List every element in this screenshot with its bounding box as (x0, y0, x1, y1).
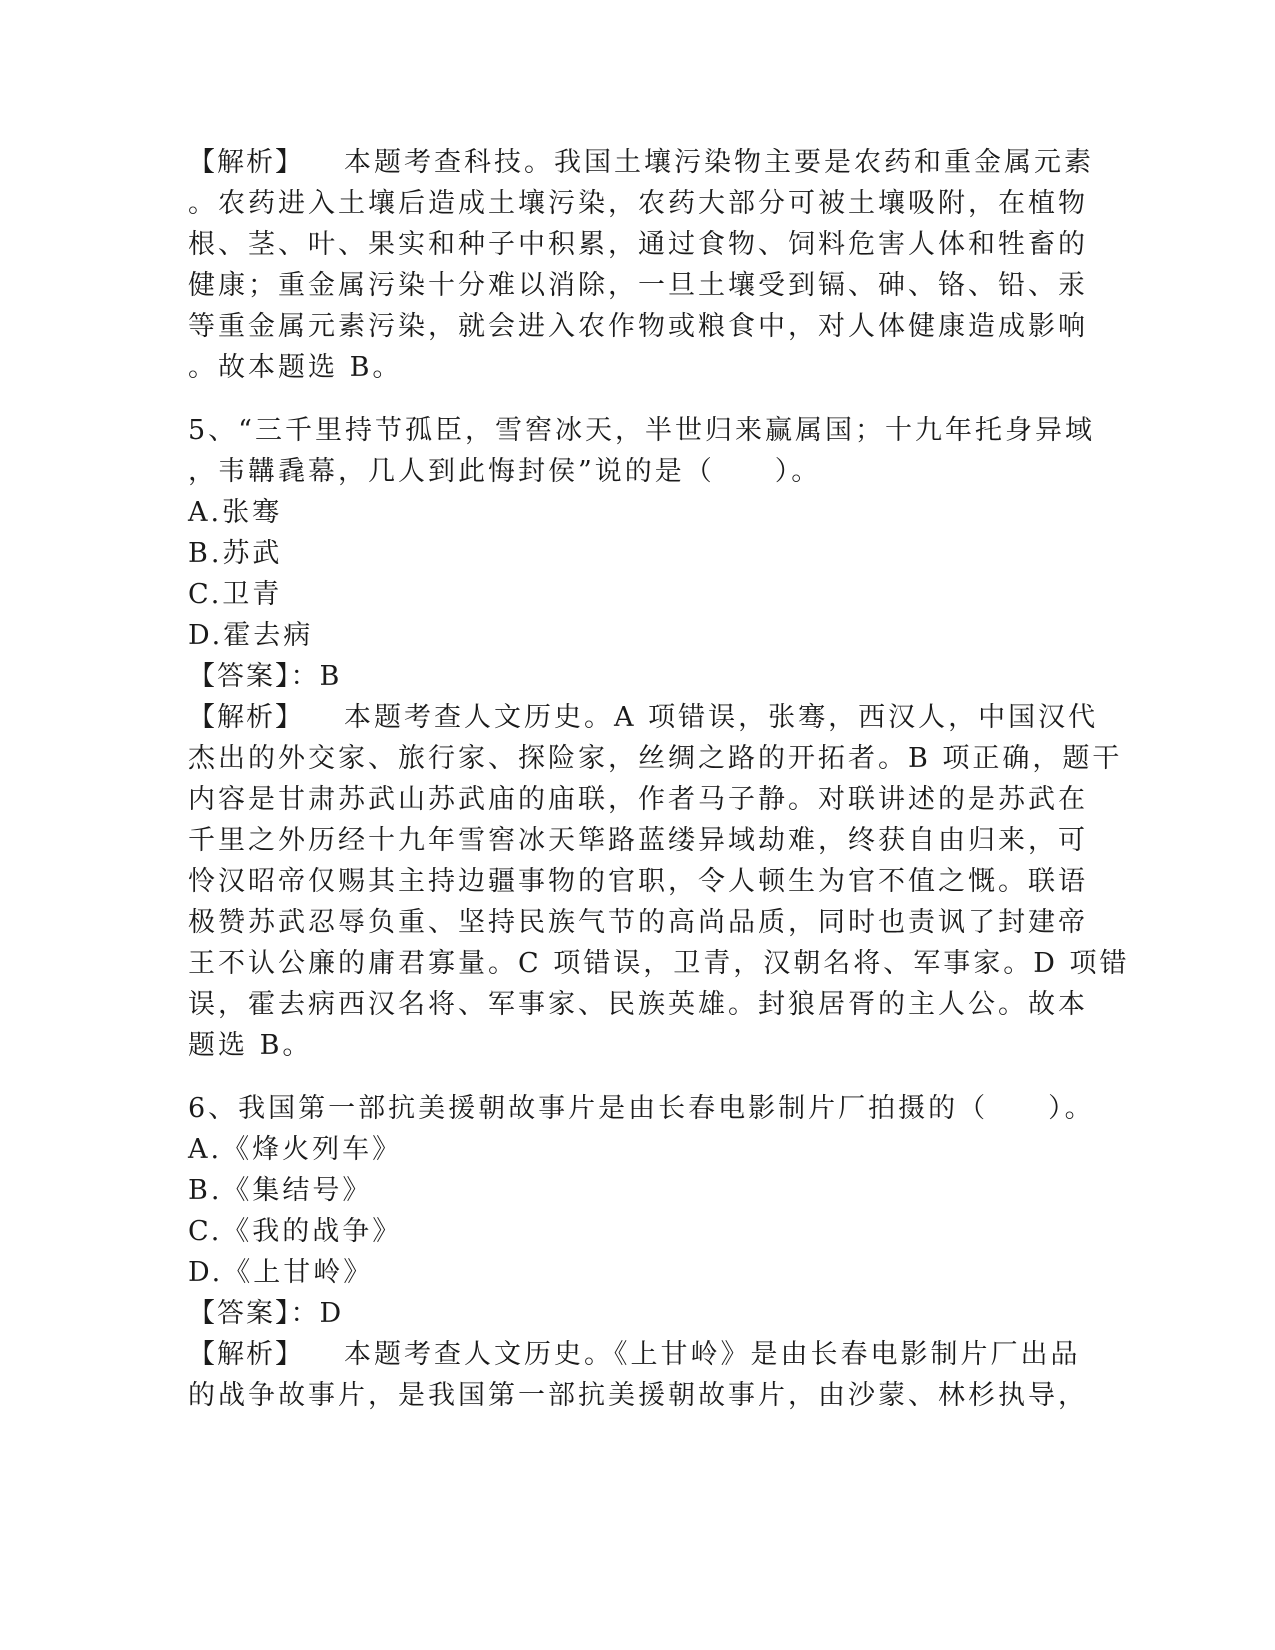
q5-option-c: C.卫青 (188, 579, 283, 610)
q5-analysis-text: 本题考查人文历史。A 项错误，张骞，西汉人，中国汉代 (344, 702, 1099, 733)
q5-analysis-line-3: 内容是甘肃苏武山苏武庙的庙联，作者马子静。对联讲述的是苏武在 (188, 784, 1088, 815)
q6-answer (188, 1296, 344, 1332)
q6-analysis-label: 【解析】 (188, 1339, 304, 1370)
q5-option-a: A.张骞 (188, 497, 283, 528)
q6-option-d: D.《上甘岭》 (188, 1257, 374, 1288)
q6-stem: 6、我国第一部抗美援朝故事片是由长春电影制片厂拍摄的（ ）。 (188, 1093, 1095, 1124)
q5-analysis-line-7: 王不认公廉的庸君寡量。C 项错误，卫青，汉朝名将、军事家。D 项错 (188, 948, 1130, 979)
q6-option-c: C.《我的战争》 (188, 1216, 403, 1247)
q5-option-b: B.苏武 (188, 538, 283, 569)
q6-answer-value: D (319, 1298, 345, 1329)
q4-analysis-label: 【解析】 (188, 147, 304, 178)
q6-answer-label: 【答案】： (188, 1298, 320, 1329)
q4-analysis-line-6: 。故本题选 B。 (188, 352, 403, 383)
q5-answer (188, 659, 342, 695)
q6-option-a: A.《烽火列车》 (188, 1134, 403, 1165)
q6-option-b: B.《集结号》 (188, 1175, 373, 1206)
q5-answer-label: 【答案】： (188, 661, 320, 692)
q6-analysis-line-2: 的战争故事片，是我国第一部抗美援朝故事片，由沙蒙、林杉执导， (188, 1380, 1088, 1411)
q5-option-d: D.霍去病 (188, 620, 314, 651)
q4-analysis-text: 本题考查科技。我国土壤污染物主要是农药和重金属元素 (344, 147, 1094, 178)
q4-analysis-line-1 (188, 145, 1094, 181)
q5-answer-value: B (319, 661, 343, 692)
q5-stem-line-2: ，韦韝毳幕，几人到此悔封侯”说的是（ ）。 (188, 456, 822, 487)
q4-analysis-line-3: 根、茎、叶、果实和种子中积累，通过食物、饲料危害人体和牲畜的 (188, 229, 1088, 260)
q5-analysis-line-9: 题选 B。 (188, 1030, 313, 1061)
q5-analysis-line-2: 杰出的外交家、旅行家、探险家，丝绸之路的开拓者。B 项正确，题干 (188, 743, 1123, 774)
q6-analysis-text: 本题考查人文历史。《上甘岭》是由长春电影制片厂出品 (344, 1339, 1081, 1370)
q6-analysis-line-1 (188, 1337, 1081, 1373)
q4-analysis-line-4: 健康；重金属污染十分难以消除，一旦土壤受到镉、砷、铬、铅、汞 (188, 270, 1088, 301)
q5-analysis-line-6: 极赞苏武忍辱负重、坚持民族气节的高尚品质，同时也责讽了封建帝 (188, 907, 1088, 938)
q5-analysis-line-4: 千里之外历经十九年雪窖冰天筚路蓝缕异域劫难，终获自由归来，可 (188, 825, 1088, 856)
q5-analysis-line-8: 误，霍去病西汉名将、军事家、民族英雄。封狼居胥的主人公。故本 (188, 989, 1088, 1020)
q5-analysis-label: 【解析】 (188, 702, 304, 733)
q5-analysis-line-5: 怜汉昭帝仅赐其主持边疆事物的官职，令人顿生为官不值之慨。联语 (188, 866, 1088, 897)
q4-analysis-line-2: 。农药进入土壤后造成土壤污染，农药大部分可被土壤吸附，在植物 (188, 188, 1088, 219)
q5-stem-line-1: 5、“三千里持节孤臣，雪窖冰天，半世归来赢属国；十九年托身异域 (188, 415, 1095, 446)
q4-analysis-line-5: 等重金属元素污染，就会进入农作物或粮食中，对人体健康造成影响 (188, 311, 1088, 342)
q5-analysis-line-1 (188, 700, 1098, 736)
